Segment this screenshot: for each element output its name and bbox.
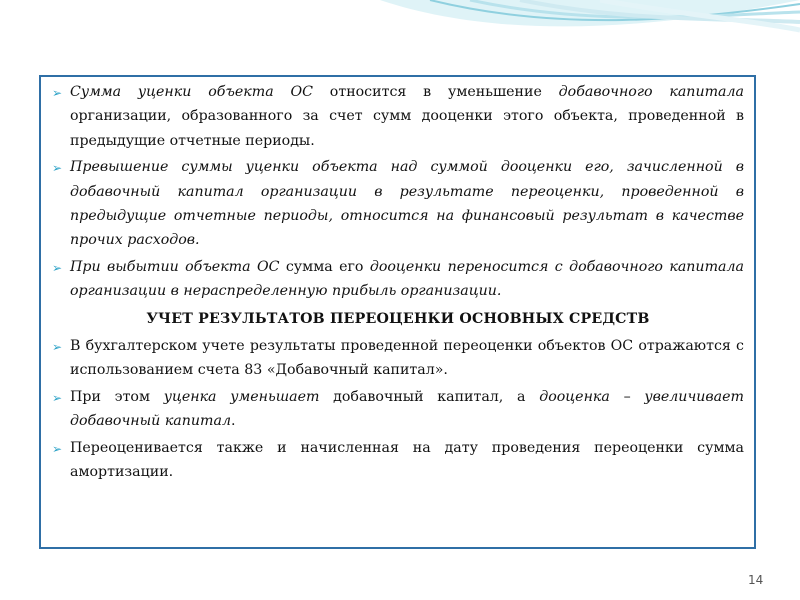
bullet-icon: ➢ — [52, 260, 63, 275]
bullet-icon: ➢ — [52, 441, 63, 456]
bullet-item: ➢ Переоценивается также и начисленная на дату проведения переоценки сумма амортизации. — [52, 436, 744, 485]
decorative-waves — [0, 0, 800, 60]
bullet-icon: ➢ — [52, 340, 63, 355]
slide-content — [52, 80, 744, 487]
bullet-item: ➢ В бухгалтерском учете результаты проведенной переоценки объектов ОС отражаются с использованием счета 83 «Добавочный капитал». — [52, 334, 744, 383]
bullet-icon: ➢ — [52, 161, 63, 176]
page-number: 14 — [748, 573, 764, 587]
bullet-icon: ➢ — [52, 86, 63, 100]
bullet-item: ➢ При этом уценка уменьшает добавочный капитал, а дооценка – увеличивает добавочный капитал. — [52, 385, 744, 434]
bullet-item: ➢ При выбытии объекта ОС сумма его дооценки переносится с добавочного капитала организации в нераспределенную прибыль организации. — [52, 255, 744, 304]
bullet-item: ➢ Сумма уценки объекта ОС относится в уменьшение добавочного капитала организации, образованного за счет сумм дооценки этого объекта, проведенной в предыдущие отчетные периоды. — [52, 80, 744, 153]
bullet-icon: ➢ — [52, 390, 63, 405]
bullet-item: ➢ Превышение суммы уценки объекта над суммой дооценки его, зачисленной в добавочный капитал организации в результате переоценки, проведенной в предыдущие отчетные периоды, относится на финансовый результат в качестве прочих расходов. — [52, 155, 744, 253]
section-heading: УЧЕТ РЕЗУЛЬТАТОВ ПЕРЕОЦЕНКИ ОСНОВНЫХ СРЕДСТВ — [146, 310, 650, 327]
